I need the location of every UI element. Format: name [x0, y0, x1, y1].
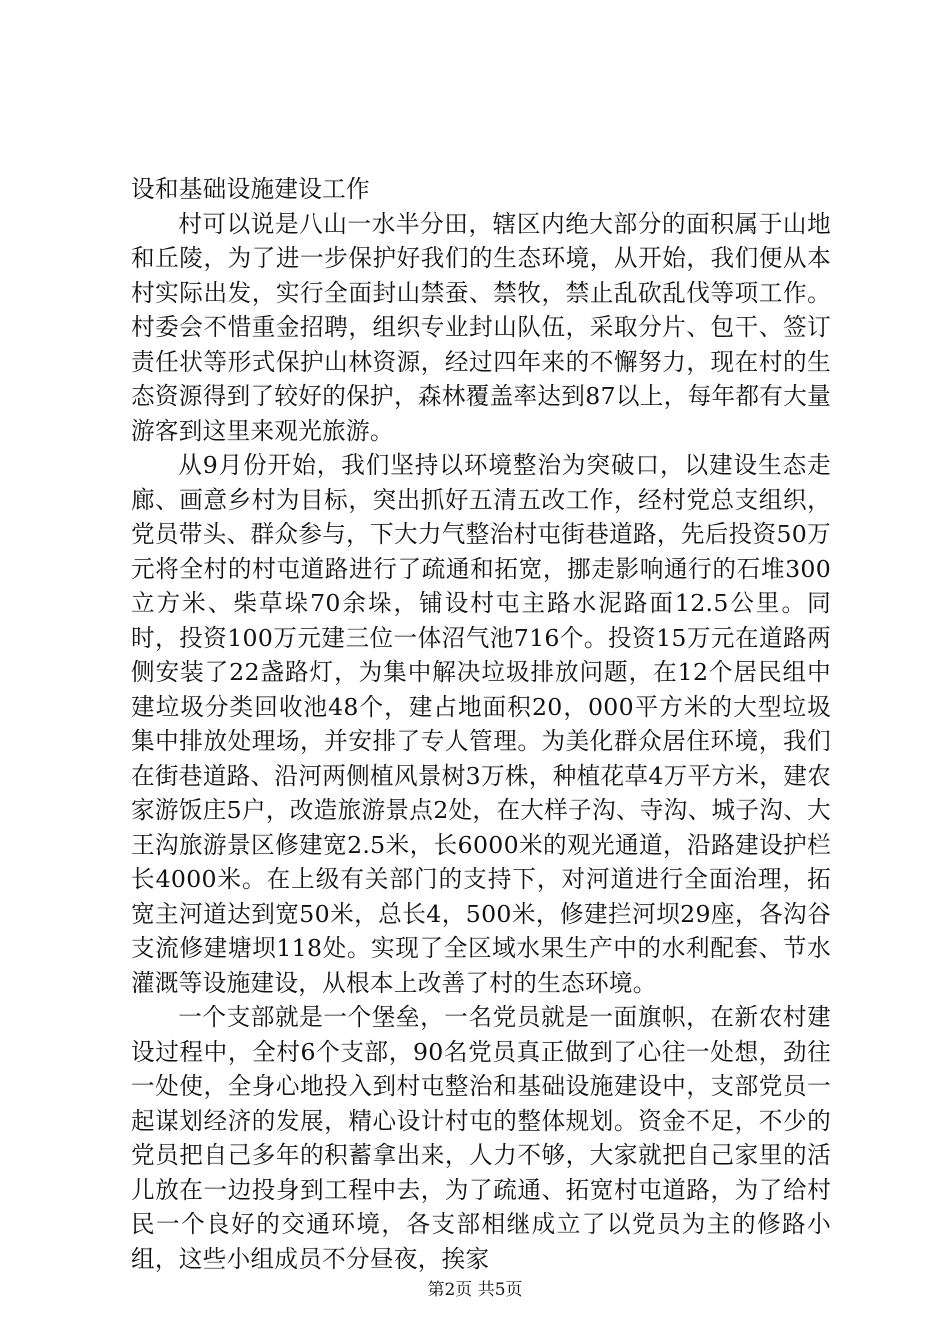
- page-footer: 第2页 共5页: [427, 1280, 523, 1300]
- paragraph-heading-continuation: 设和基础设施建设工作: [131, 175, 370, 203]
- paragraph-environment-improvement: 从9月份开始，我们坚持以环境整治为突破口，以建设生态走廊、画意乡村为目标，突出抓好五清五改工作，经村党总支组织，党员带头、群众参与，下大力气整治村屯街巷道路，先后投资50万元将全村的村屯道路进行了疏通和拓宽，挪走影响通行的石堆300立方米、柴草垛70余垛，铺设村屯主路水泥路面12.5公里。同时，投资100万元建三位一体沼气池716个。投资15万元在道路两侧安装了22盏路灯，为集中解决垃圾排放问题，在12个居民组中建垃圾分类回收池48个，建占地面积20，000平方米的大型垃圾集中排放处理场，并安排了专人管理。为美化群众居住环境，我们在街巷道路、沿河两侧植风景树3万株，种植花草4万平方米，建农家游饭庄5户，改造旅游景点2处，在大样子沟、寺沟、城子沟、大王沟旅游景区修建宽2.5米，长6000米的观光通道，沿路建设护栏长4000米。在上级有关部门的支持下，对河道进行全面治理，拓宽主河道达到宽50米，总长4，500米，修建拦河坝29座，各沟谷支流修建塘坝118处。实现了全区域水果生产中的水利配套、节水灌溉等设施建设，从根本上改善了村的生态环境。: [131, 451, 831, 997]
- paragraph-ecology: 村可以说是八山一水半分田，辖区内绝大部分的面积属于山地和丘陵，为了进一步保护好我们的生态环境，从开始，我们便从本村实际出发，实行全面封山禁蚕、禁牧，禁止乱砍乱伐等项工作。村委会不惜重金招聘，组织专业封山队伍，采取分片、包干、签订责任状等形式保护山林资源，经过四年来的不懈努力，现在村的生态资源得到了较好的保护，森林覆盖率达到87以上，每年都有大量游客到这里来观光旅游。: [131, 209, 831, 445]
- body-text: [131, 172, 831, 1276]
- paragraph-party-branch: 一个支部就是一个堡垒，一名党员就是一面旗帜，在新农村建设过程中，全村6个支部，90名党员真正做到了心往一处想，劲往一处使，全身心地投入到村屯整治和基础设施建设中，支部党员一起谋划经济的发展，精心设计村屯的整体规划。资金不足，不少的党员把自己多年的积蓄拿出来，人力不够，大家就把自己家里的活儿放在一边投身到工程中去，为了疏通、拓宽村屯道路，为了给村民一个良好的交通环境，各支部相继成立了以党员为主的修路小组，这些小组成员不分昼夜，挨家: [131, 1003, 831, 1273]
